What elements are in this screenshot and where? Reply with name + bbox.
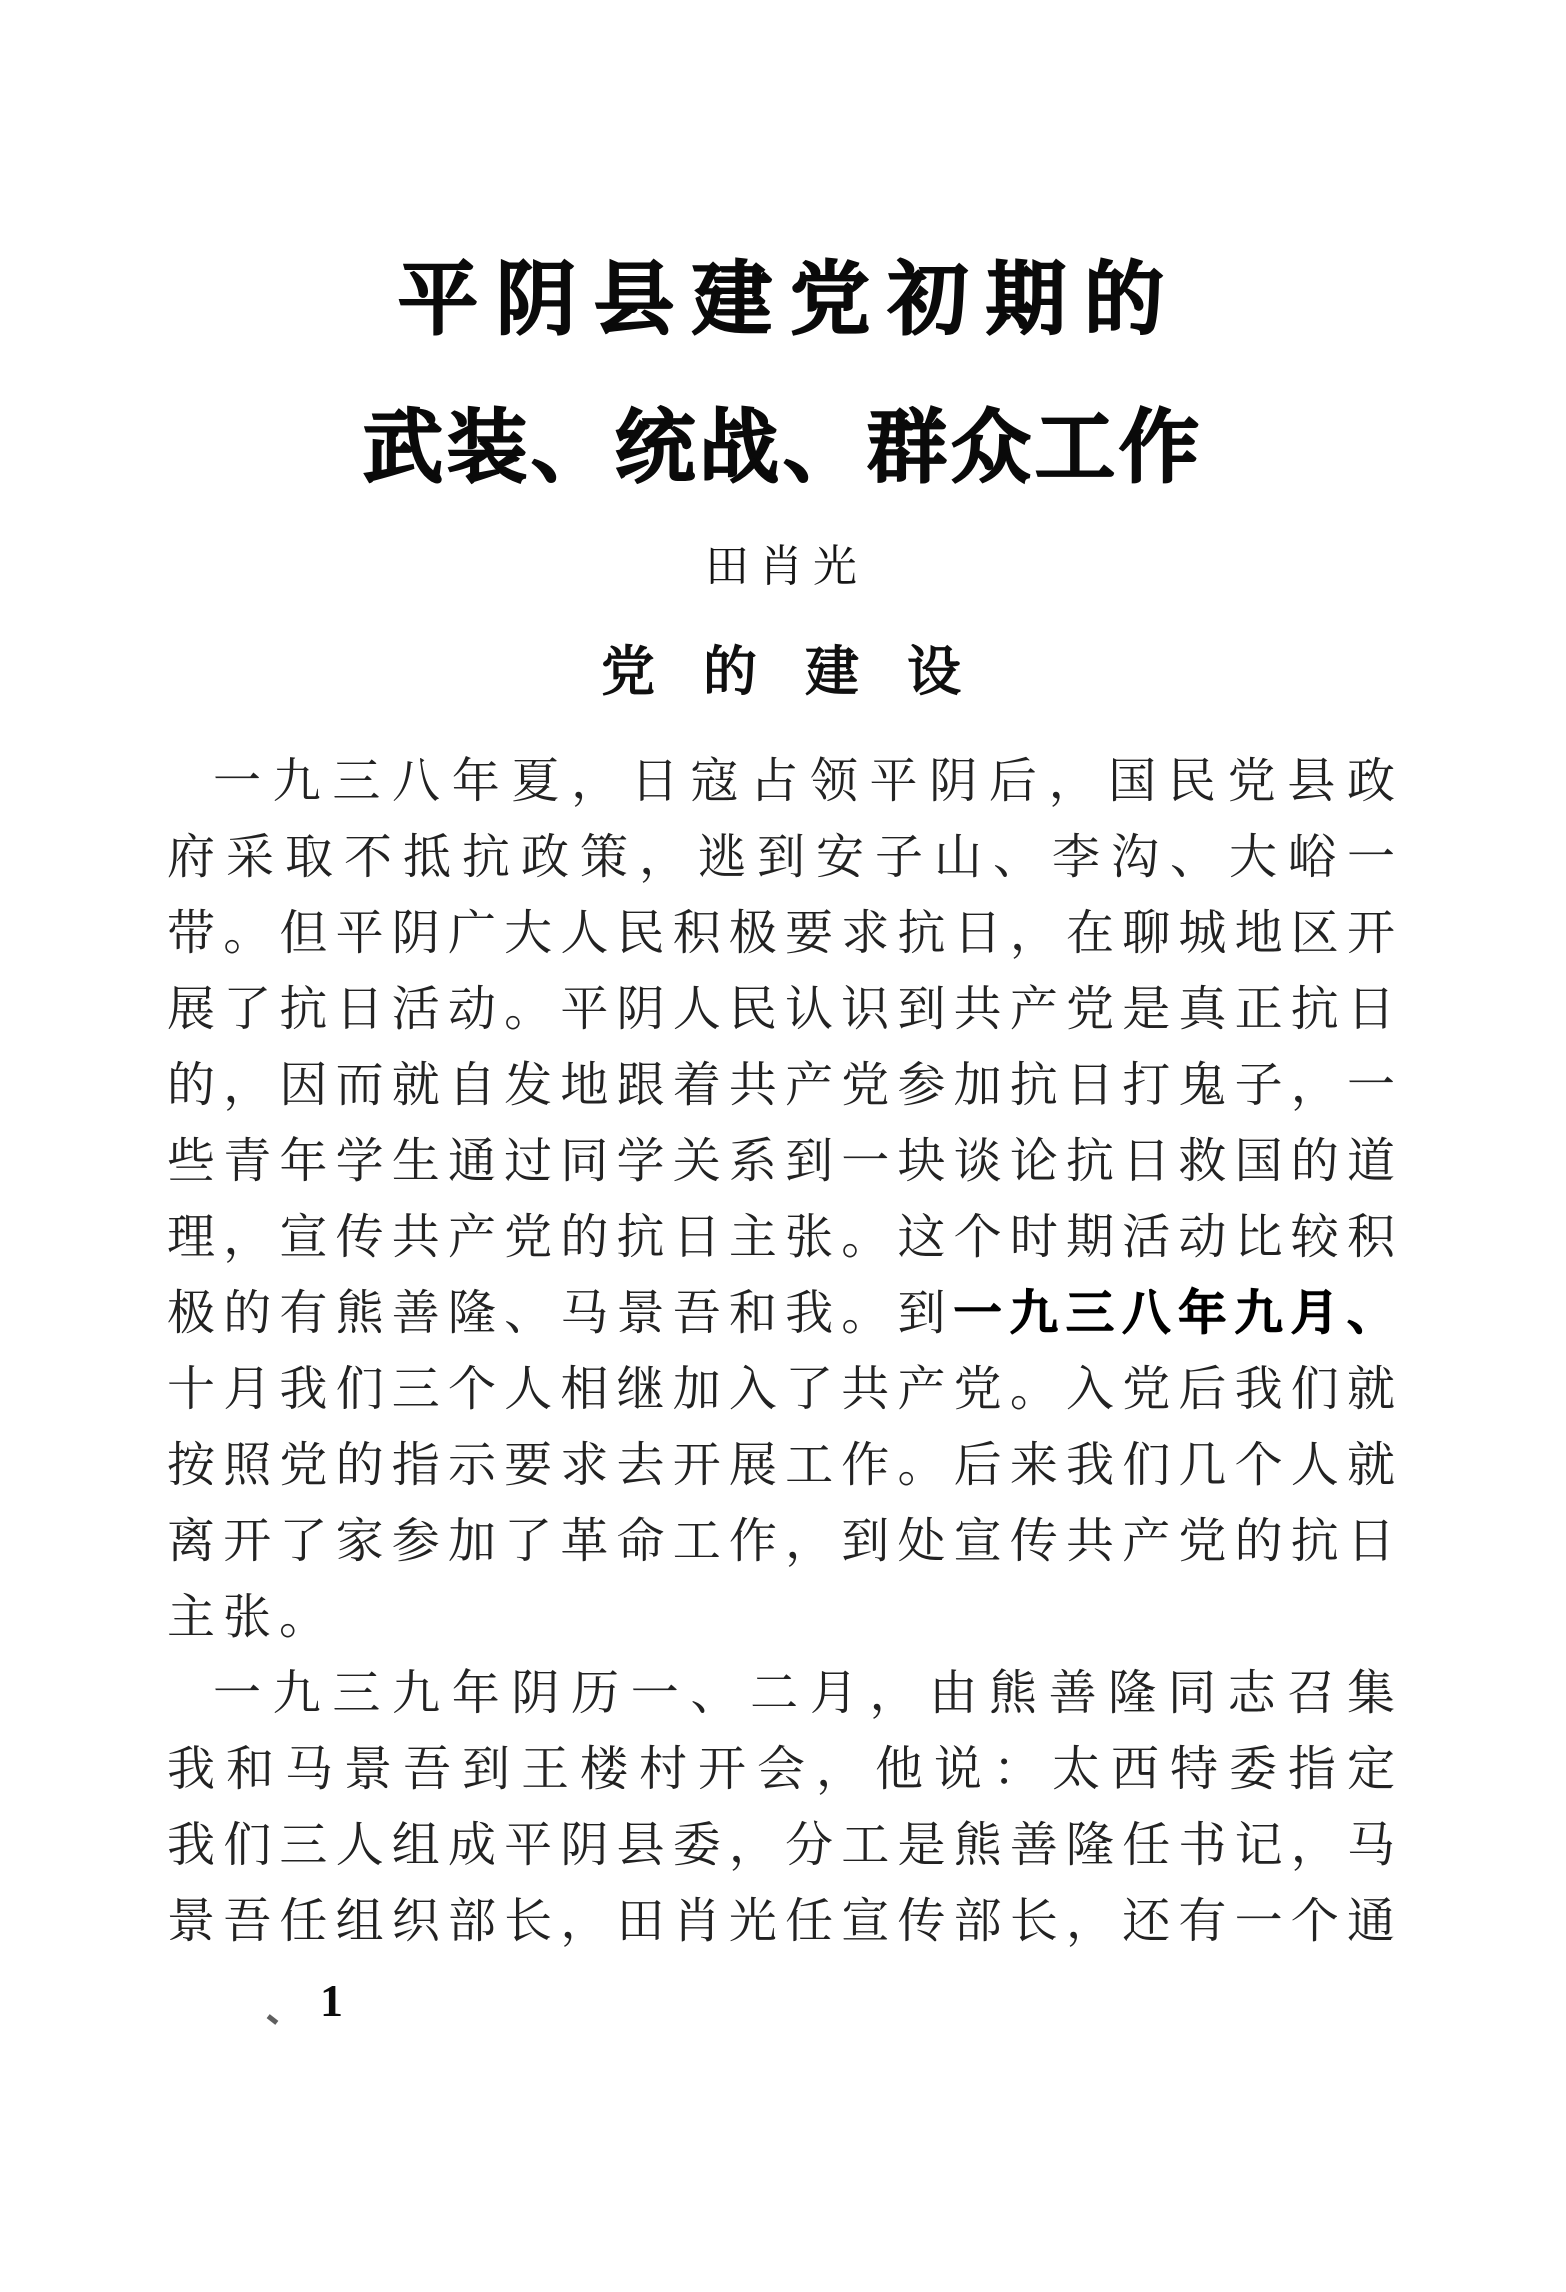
page-number-row <box>267 1976 1395 2026</box>
body-text <box>167 744 1395 1960</box>
body-line: 的，因而就自发地跟着共产党参加抗日打鬼子，一 <box>167 1059 1395 1112</box>
body-line: 离开了家参加了革命工作，到处宣传共产党的抗日 <box>167 1515 1395 1568</box>
body-line: 一九三九年阴历一、二月，由熊善隆同志召集 <box>213 1667 1395 1720</box>
body-line: 按照党的指示要求去开展工作。后来我们几个人就 <box>167 1439 1395 1492</box>
author-name: 田肖光 <box>705 542 867 591</box>
page-content <box>167 0 1395 2026</box>
section-heading: 党的建设 <box>601 642 1009 702</box>
body-line: 府采取不抵抗政策，逃到安子山、李沟、大峪一 <box>167 831 1395 884</box>
body-line: 些青年学生通过同学关系到一块谈论抗日救国的道 <box>167 1135 1395 1188</box>
paragraph-2 <box>167 1656 1395 1960</box>
paragraph-1 <box>167 744 1395 1656</box>
body-line: 带。但平阴广大人民积极要求抗日，在聊城地区开 <box>167 907 1395 960</box>
body-line: 我们三人组成平阴县委，分工是熊善隆任书记，马 <box>167 1819 1395 1872</box>
document-title-line-2: 武装、统战、群众工作 <box>363 405 1203 493</box>
body-line <box>167 1276 1395 1352</box>
body-line: 十月我们三个人相继加入了共产党。入党后我们就 <box>167 1363 1395 1416</box>
body-line: 理，宣传共产党的抗日主张。这个时期活动比较积 <box>167 1211 1395 1264</box>
body-line: 景吾任组织部长，田肖光任宣传部长，还有一个通 <box>167 1895 1395 1948</box>
page-number: 1 <box>320 1975 343 2026</box>
scan-speck <box>267 2014 279 2025</box>
body-line: 主张。 <box>167 1591 336 1644</box>
body-line: 展了抗日活动。平阴人民认识到共产党是真正抗日 <box>167 983 1395 1036</box>
emphasized-date-text: 一九三八年九月、 <box>953 1287 1395 1340</box>
body-line: 我和马景吾到王楼村开会，他说：太西特委指定 <box>167 1743 1395 1796</box>
body-line-text: 极的有熊善隆、马景吾和我。到 <box>167 1287 954 1340</box>
body-line: 一九三八年夏，日寇占领平阴后，国民党县政 <box>213 755 1395 808</box>
document-title-line-1: 平阴县建党初期的 <box>398 257 1182 345</box>
